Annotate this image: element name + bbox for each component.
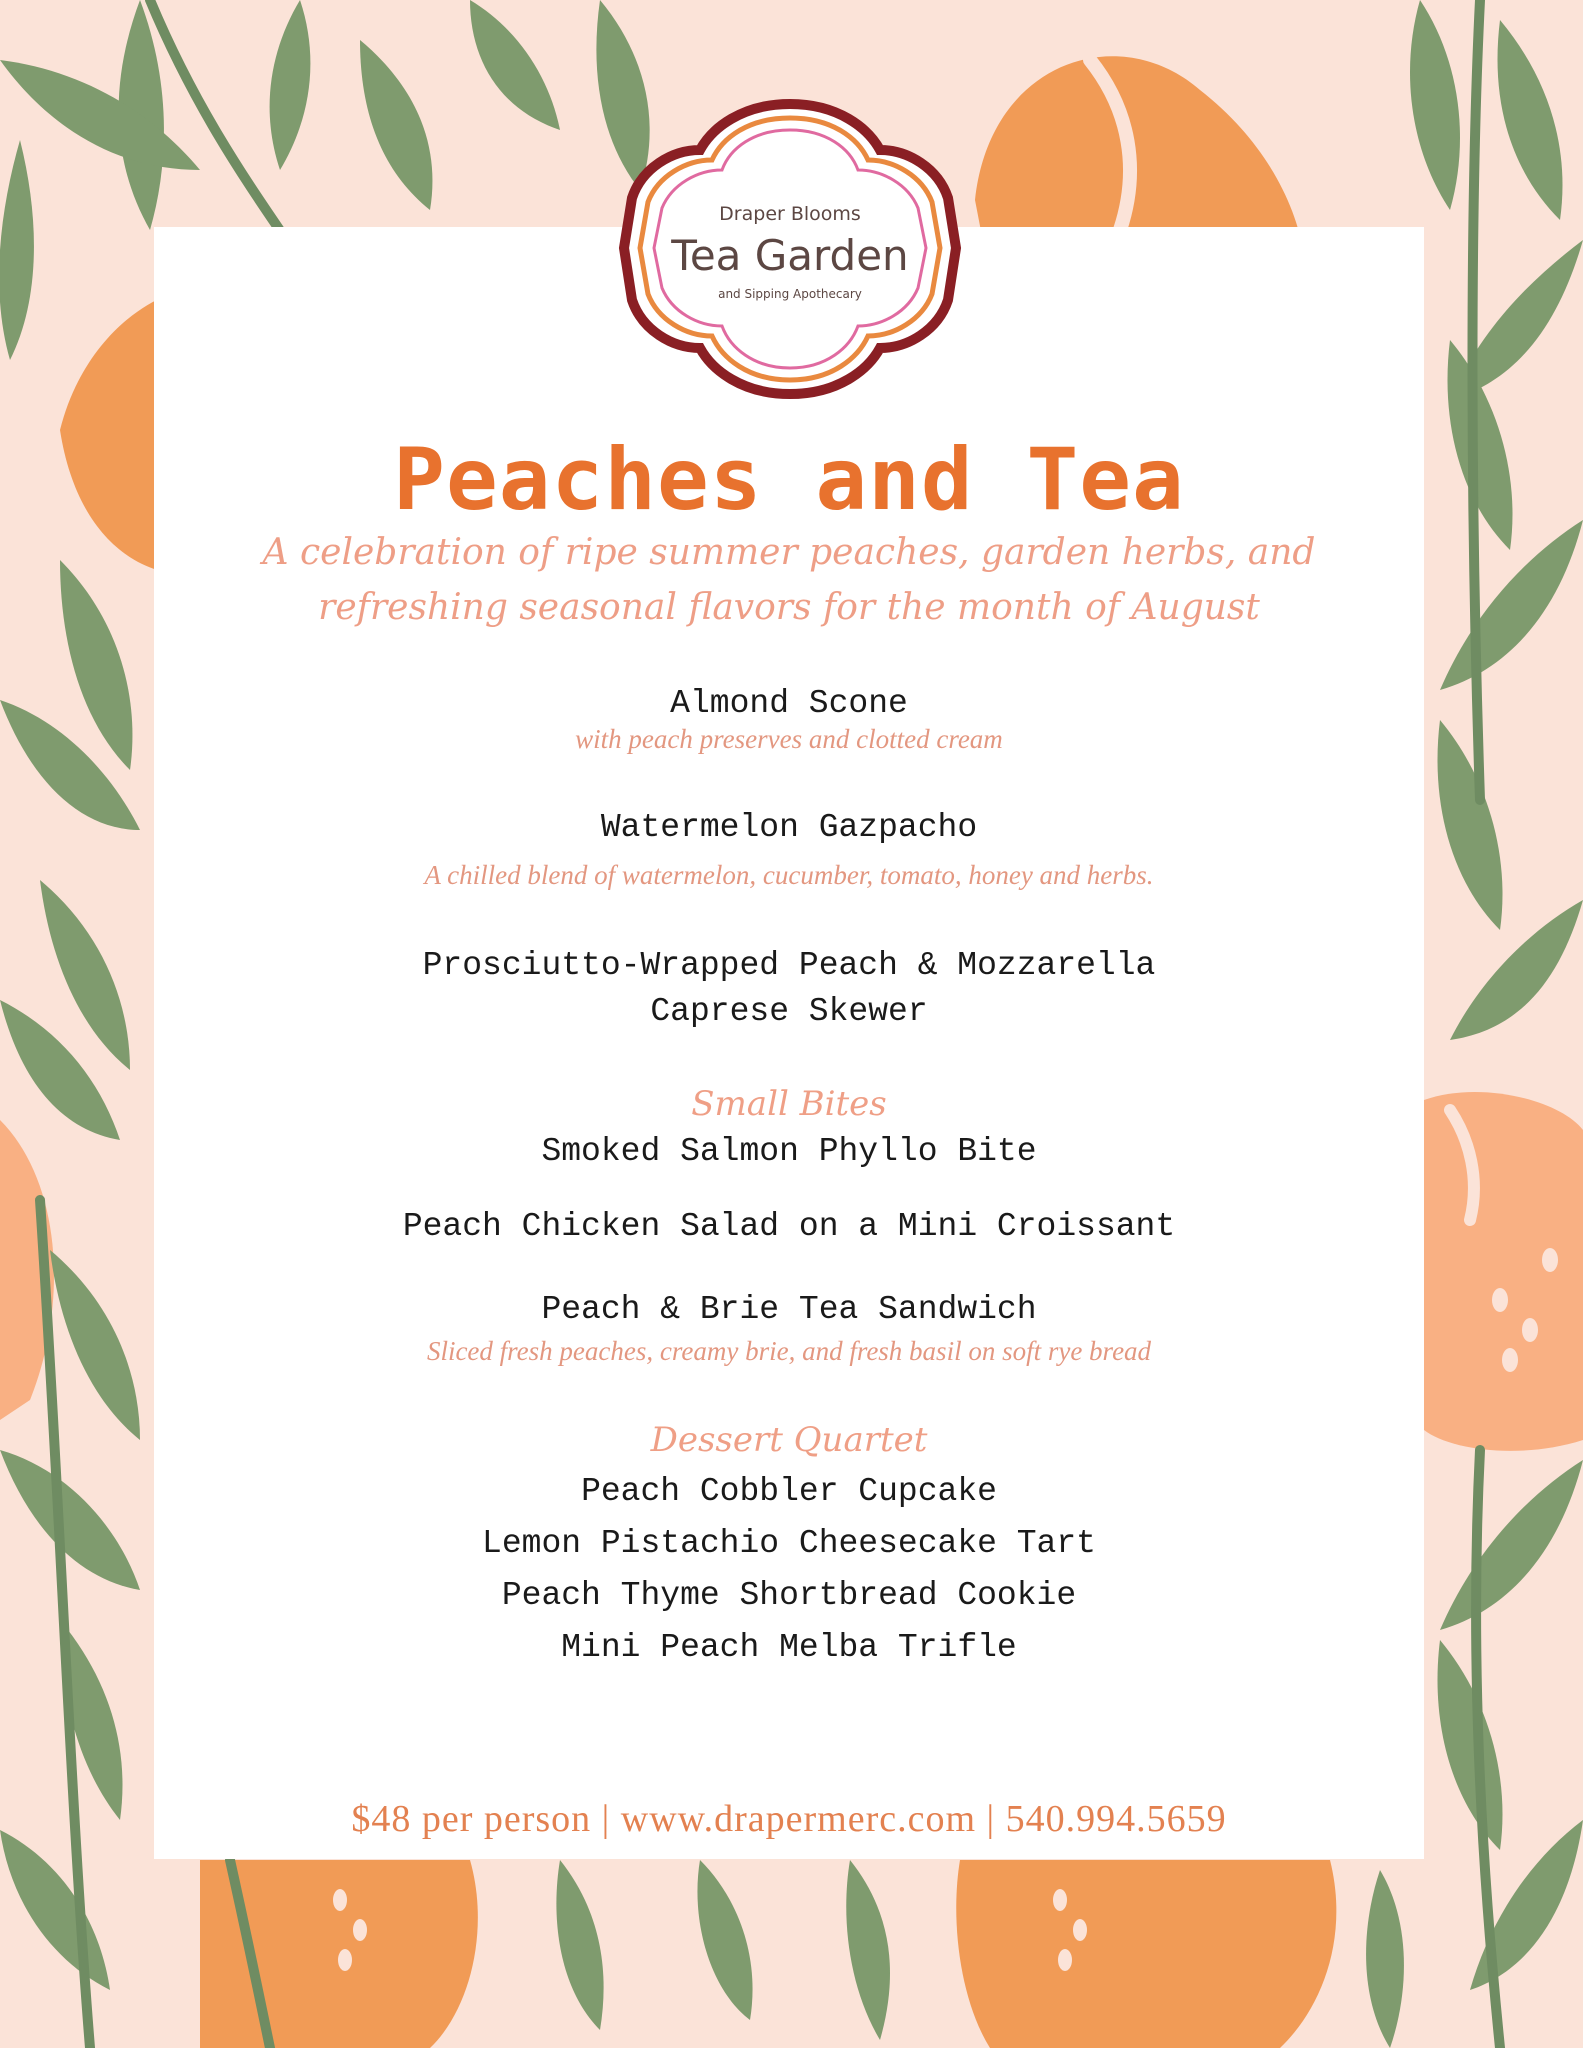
tea-garden-logo xyxy=(618,98,962,400)
menu-item-skewer-line-1: Prosciutto-Wrapped Peach & Mozzarella xyxy=(422,947,1156,984)
menu-item-desc-sandwich: Sliced fresh peaches, creamy brie, and fresh basil on soft rye bread xyxy=(426,1336,1152,1366)
menu-item-salmon-phyllo: Smoked Salmon Phyllo Bite xyxy=(541,1133,1037,1170)
menu-item-watermelon-gazpacho: Watermelon Gazpacho xyxy=(600,809,978,846)
logo-line-1: Draper Blooms xyxy=(719,203,861,225)
menu-item-cobbler-cupcake: Peach Cobbler Cupcake xyxy=(581,1473,997,1510)
menu-item-shortbread-cookie: Peach Thyme Shortbread Cookie xyxy=(501,1577,1077,1614)
menu-item-chicken-salad: Peach Chicken Salad on a Mini Croissant xyxy=(402,1208,1176,1245)
menu-item-skewer-line-2: Caprese Skewer xyxy=(650,993,928,1030)
menu-subtitle xyxy=(154,525,1424,635)
logo-line-3: and Sipping Apothecary xyxy=(718,287,862,301)
subtitle-line-1: A celebration of ripe summer peaches, garden herbs, and xyxy=(262,532,1316,573)
footer-price-contact: $48 per person | www.drapermerc.com | 540.994.5659 xyxy=(351,1798,1227,1840)
menu-item-melba-trifle: Mini Peach Melba Trifle xyxy=(561,1629,1017,1666)
menu-title: Peaches and Tea xyxy=(393,430,1185,530)
section-heading-small-bites: Small Bites xyxy=(691,1084,887,1124)
section-heading-dessert-quartet: Dessert Quartet xyxy=(650,1420,928,1460)
subtitle-line-2: refreshing seasonal flavors for the month of August xyxy=(318,587,1260,628)
menu-item-desc-scone: with peach preserves and clotted cream xyxy=(575,724,1003,754)
logo-line-2: Tea Garden xyxy=(671,231,909,280)
menu-item-almond-scone: Almond Scone xyxy=(670,685,908,722)
menu-item-brie-sandwich: Peach & Brie Tea Sandwich xyxy=(541,1291,1037,1328)
menu-item-desc-gazpacho: A chilled blend of watermelon, cucumber, tomato, honey and herbs. xyxy=(424,860,1154,890)
menu-item-cheesecake-tart: Lemon Pistachio Cheesecake Tart xyxy=(482,1525,1096,1562)
